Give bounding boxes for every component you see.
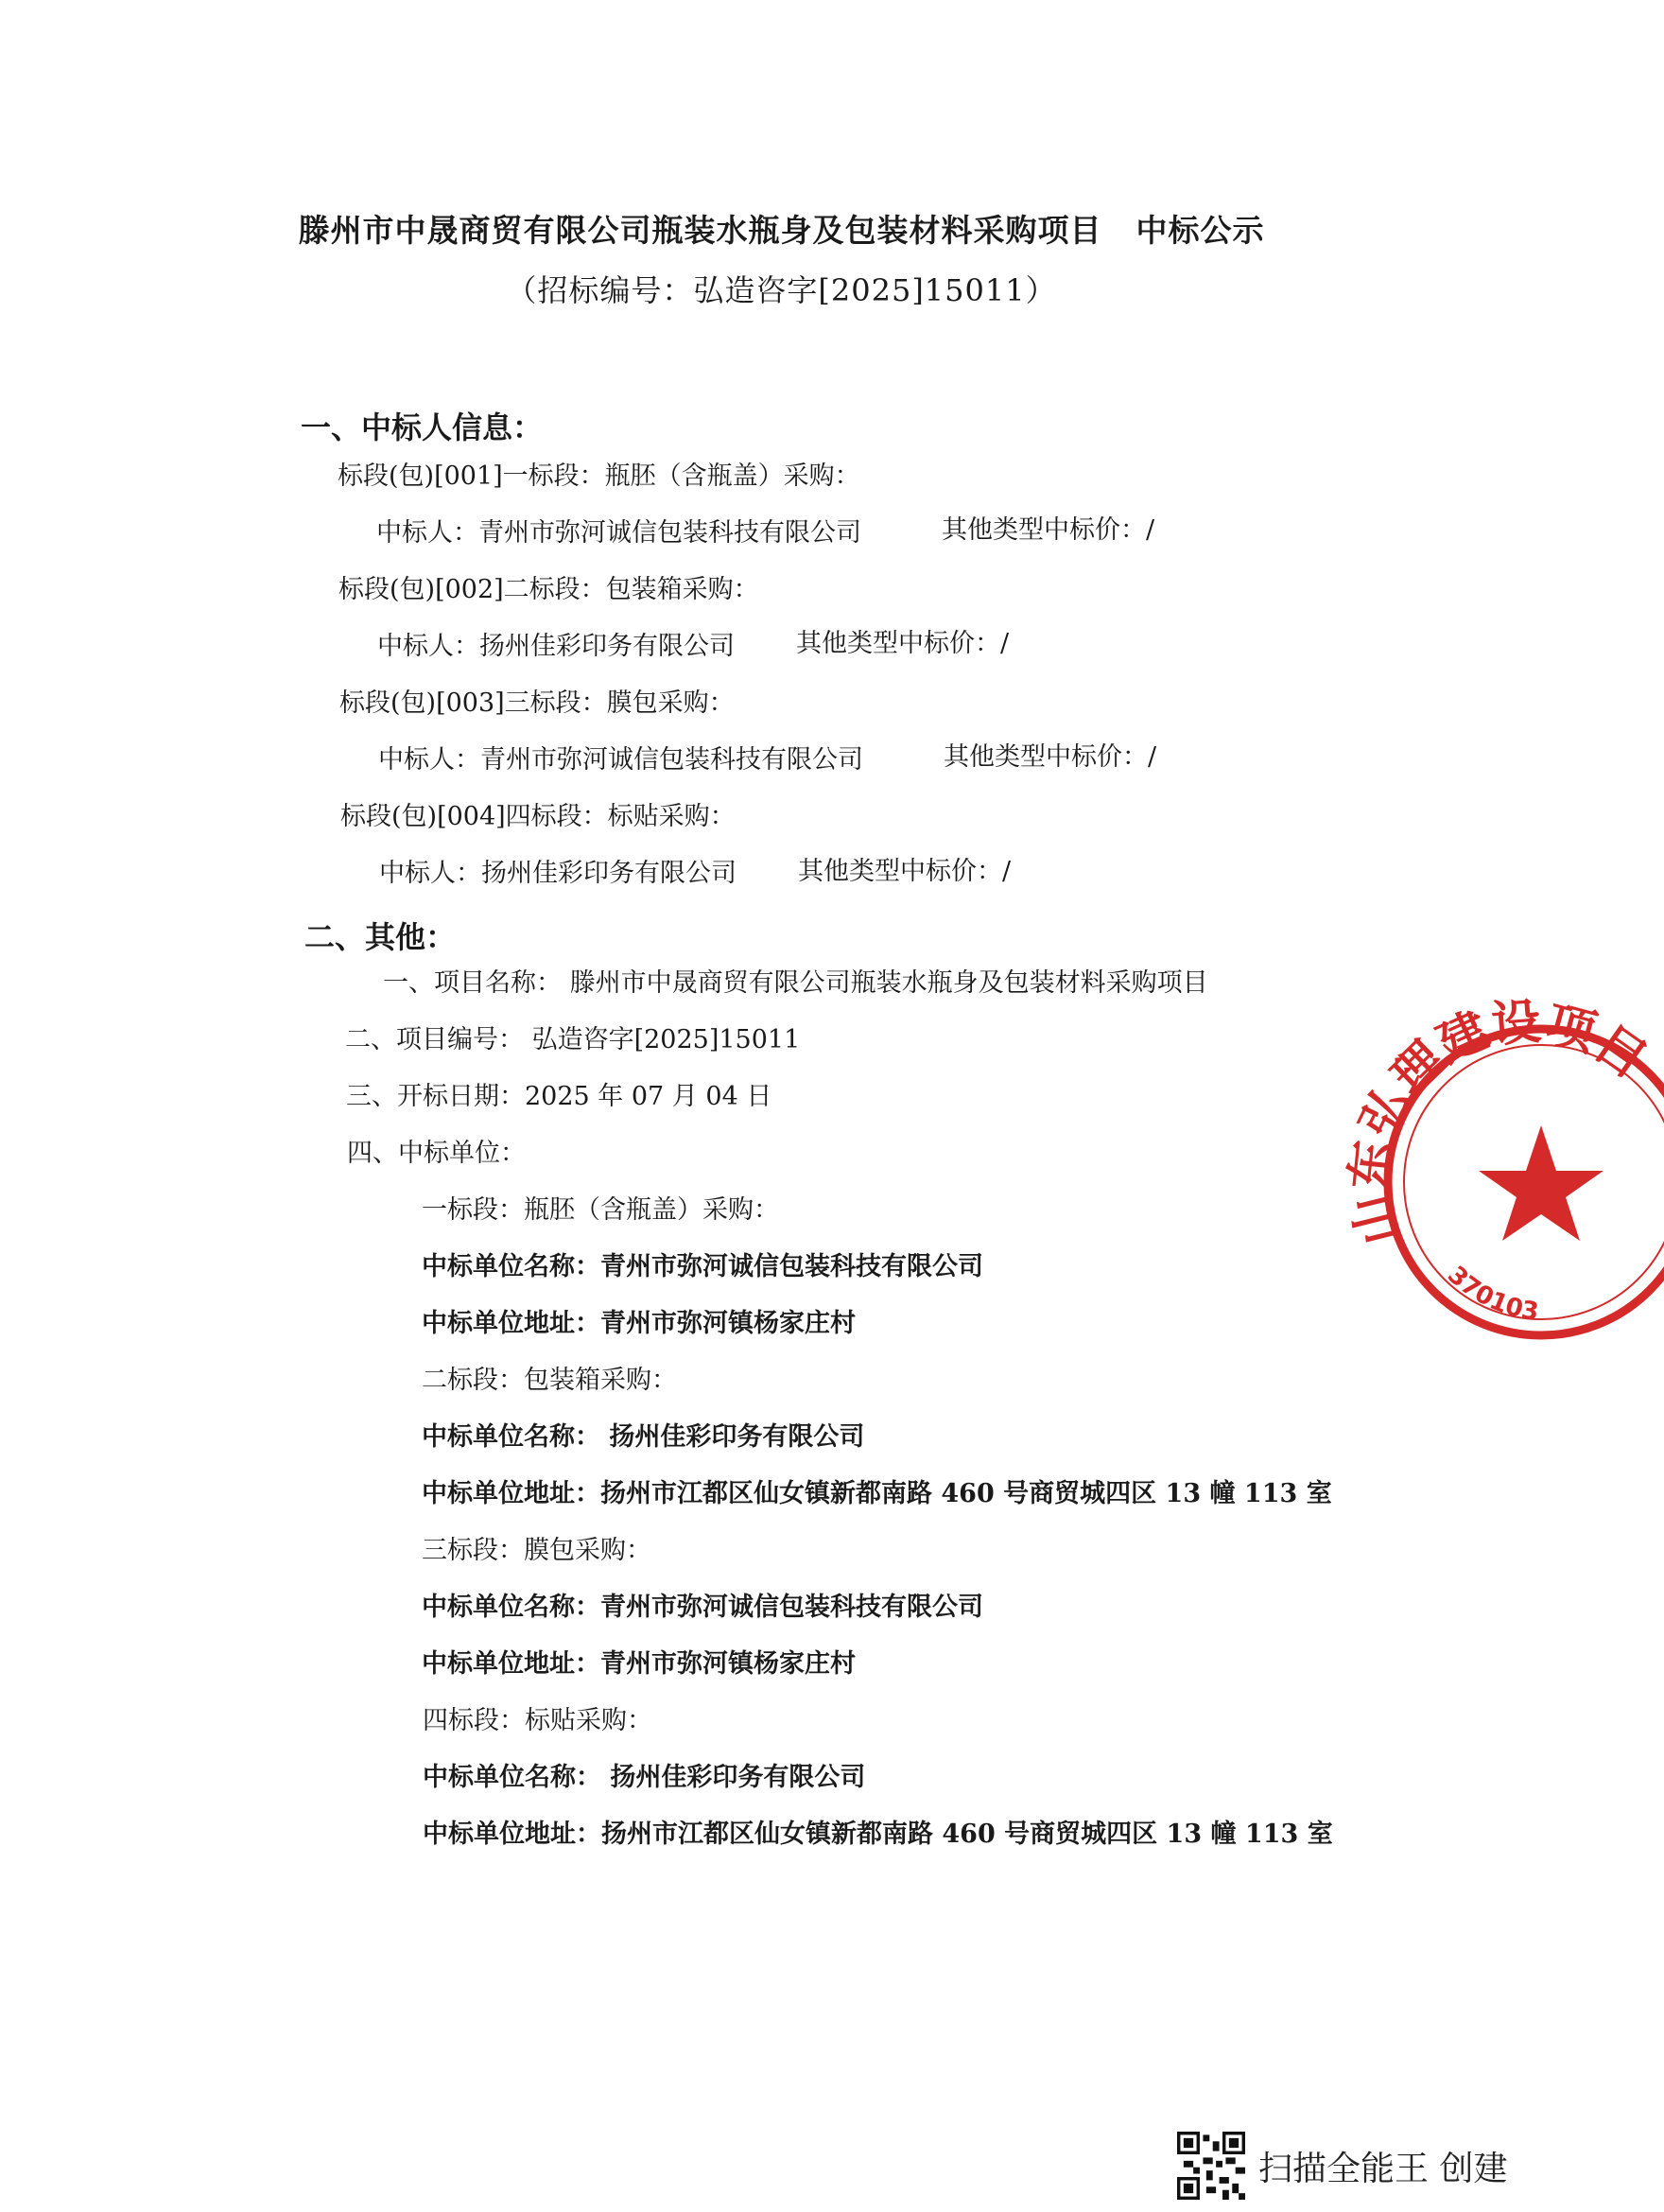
scanner-watermark bbox=[1177, 2128, 1507, 2203]
lot2-price: 其他类型中标价：/ bbox=[796, 629, 1010, 658]
project-number: 二、项目编号： 弘造咨字[2025]15011 bbox=[345, 1025, 801, 1054]
unit4-address: 中标单位地址：扬州市江都区仙女镇新都南路 460 号商贸城四区 13 幢 113 室 bbox=[423, 1820, 1333, 1849]
lot4-winner: 中标人：扬州佳彩印务有限公司 bbox=[379, 859, 737, 888]
unit1-lot: 一标段：瓶胚（含瓶盖）采购： bbox=[422, 1195, 779, 1225]
qr-code-icon bbox=[1177, 2132, 1245, 2200]
lot3-winner: 中标人：青州市弥河诚信包装科技有限公司 bbox=[378, 745, 863, 775]
winning-units-heading: 四、中标单位： bbox=[347, 1139, 526, 1168]
seal-graphic bbox=[1343, 993, 1664, 1371]
opening-date: 三、开标日期：2025 年 07 月 04 日 bbox=[346, 1082, 772, 1111]
lot3-price: 其他类型中标价：/ bbox=[944, 742, 1157, 772]
unit1-name: 中标单位名称：青州市弥河诚信包装科技有限公司 bbox=[422, 1252, 983, 1281]
section2-heading: 二、其他： bbox=[304, 919, 457, 955]
section1-heading: 一、中标人信息： bbox=[301, 409, 544, 445]
scanner-label: 扫描全能王 创建 bbox=[1258, 2149, 1508, 2188]
lot4-price: 其他类型中标价：/ bbox=[798, 857, 1012, 886]
seal-star-icon bbox=[1479, 1125, 1603, 1241]
unit3-lot: 三标段：膜包采购： bbox=[422, 1536, 651, 1565]
unit2-address: 中标单位地址：扬州市江都区仙女镇新都南路 460 号商贸城四区 13 幢 113 室 bbox=[422, 1479, 1332, 1508]
lot2-winner: 中标人：扬州佳彩印务有限公司 bbox=[377, 632, 735, 661]
unit4-lot: 四标段：标贴采购： bbox=[423, 1706, 652, 1735]
tender-number: （招标编号：弘造咨字[2025]15011） bbox=[506, 272, 1057, 308]
lot1-price: 其他类型中标价：/ bbox=[942, 515, 1155, 545]
unit1-address: 中标单位地址：青州市弥河镇杨家庄村 bbox=[422, 1309, 856, 1338]
document-title bbox=[0, 206, 1563, 251]
unit2-lot: 二标段：包装箱采购： bbox=[422, 1366, 677, 1395]
unit3-address: 中标单位地址：青州市弥河镇杨家庄村 bbox=[422, 1649, 856, 1679]
seal-text: 山东弘理建设项目 bbox=[1343, 993, 1657, 1251]
lot4-title: 标段(包)[004]四标段：标贴采购： bbox=[340, 802, 736, 831]
official-seal bbox=[1343, 993, 1657, 1371]
unit2-name: 中标单位名称： 扬州佳彩印务有限公司 bbox=[422, 1422, 865, 1452]
title-main: 滕州市中晟商贸有限公司瓶装水瓶身及包装材料采购项目 bbox=[298, 212, 1102, 249]
unit4-name: 中标单位名称： 扬州佳彩印务有限公司 bbox=[423, 1763, 866, 1792]
unit3-name: 中标单位名称：青州市弥河诚信包装科技有限公司 bbox=[422, 1593, 983, 1622]
lot3-title: 标段(包)[003]三标段：膜包采购： bbox=[339, 688, 735, 718]
lot2-title: 标段(包)[002]二标段：包装箱采购： bbox=[338, 575, 759, 604]
seal-number: 370103 bbox=[1442, 1261, 1541, 1327]
project-name: 一、项目名称： 滕州市中晟商贸有限公司瓶装水瓶身及包装材料采购项目 bbox=[383, 968, 1208, 998]
lot1-title: 标段(包)[001]一标段：瓶胚（含瓶盖）采购： bbox=[338, 462, 860, 491]
lot1-winner: 中标人：青州市弥河诚信包装科技有限公司 bbox=[376, 518, 861, 548]
title-suffix: 中标公示 bbox=[1135, 212, 1265, 249]
